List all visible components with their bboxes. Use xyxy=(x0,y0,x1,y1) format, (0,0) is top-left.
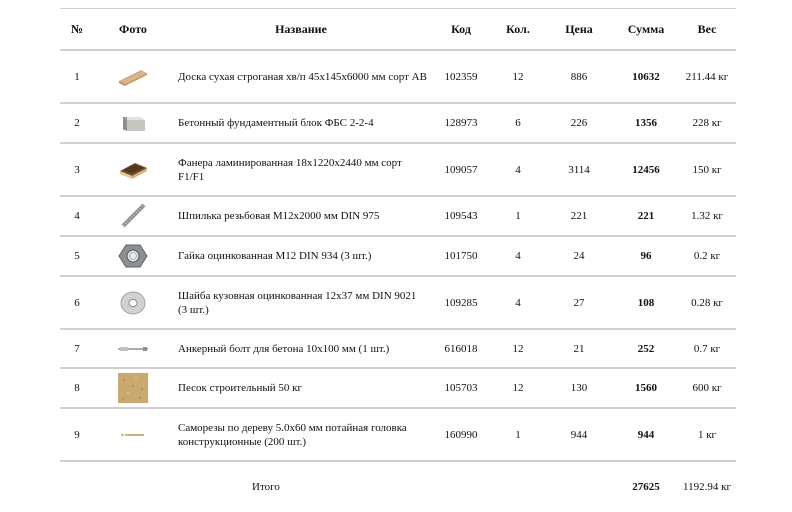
row-photo xyxy=(94,50,172,103)
row-price: 21 xyxy=(544,329,614,368)
row-number: 1 xyxy=(60,50,94,103)
column-header-number: № xyxy=(60,9,94,51)
row-name: Шайба кузовная оцинкованная 12х37 мм DIN 9021 (3 шт.) xyxy=(172,276,430,329)
row-price: 130 xyxy=(544,368,614,408)
concrete-block-icon xyxy=(117,112,149,134)
row-price: 886 xyxy=(544,50,614,103)
row-photo xyxy=(94,103,172,143)
row-photo xyxy=(94,408,172,461)
row-code: 128973 xyxy=(430,103,492,143)
wood-plank-icon xyxy=(117,66,149,88)
column-header-quantity: Кол. xyxy=(492,9,544,51)
row-code: 109285 xyxy=(430,276,492,329)
row-code: 109543 xyxy=(430,196,492,236)
row-quantity: 4 xyxy=(492,276,544,329)
row-price: 944 xyxy=(544,408,614,461)
threaded-rod-icon xyxy=(117,203,149,229)
table-row xyxy=(60,408,736,461)
table-row xyxy=(60,196,736,236)
row-price: 27 xyxy=(544,276,614,329)
row-code: 160990 xyxy=(430,408,492,461)
row-number: 4 xyxy=(60,196,94,236)
row-quantity: 12 xyxy=(492,50,544,103)
row-photo xyxy=(94,196,172,236)
row-name: Анкерный болт для бетона 10х100 мм (1 шт.) xyxy=(172,329,430,368)
row-sum: 10632 xyxy=(614,50,678,103)
row-code: 102359 xyxy=(430,50,492,103)
row-code: 109057 xyxy=(430,143,492,196)
table-row xyxy=(60,103,736,143)
table-row xyxy=(60,276,736,329)
row-weight: 0.28 кг xyxy=(678,276,736,329)
row-quantity: 4 xyxy=(492,236,544,276)
row-price: 24 xyxy=(544,236,614,276)
row-sum: 1356 xyxy=(614,103,678,143)
table-row xyxy=(60,236,736,276)
row-number: 3 xyxy=(60,143,94,196)
order-table-container xyxy=(60,8,736,511)
washer-icon xyxy=(117,290,149,316)
row-code: 105703 xyxy=(430,368,492,408)
row-sum: 12456 xyxy=(614,143,678,196)
column-header-name: Название xyxy=(172,9,430,51)
order-table xyxy=(60,8,736,511)
row-weight: 600 кг xyxy=(678,368,736,408)
hex-nut-icon xyxy=(117,242,149,270)
row-name: Саморезы по дереву 5.0х60 мм потайная головка конструкционные (200 шт.) xyxy=(172,408,430,461)
row-number: 7 xyxy=(60,329,94,368)
row-quantity: 1 xyxy=(492,408,544,461)
row-number: 9 xyxy=(60,408,94,461)
row-name: Фанера ламинированная 18х1220х2440 мм сорт F1/F1 xyxy=(172,143,430,196)
row-code: 616018 xyxy=(430,329,492,368)
row-quantity: 12 xyxy=(492,329,544,368)
row-weight: 211.44 кг xyxy=(678,50,736,103)
row-number: 2 xyxy=(60,103,94,143)
row-weight: 1 кг xyxy=(678,408,736,461)
table-row xyxy=(60,50,736,103)
table-row xyxy=(60,143,736,196)
row-photo xyxy=(94,143,172,196)
column-header-photo: Фото xyxy=(94,9,172,51)
row-name: Бетонный фундаментный блок ФБС 2-2-4 xyxy=(172,103,430,143)
row-sum: 944 xyxy=(614,408,678,461)
row-photo xyxy=(94,236,172,276)
row-name: Доска сухая строганая хв/п 45х145х6000 мм сорт АВ xyxy=(172,50,430,103)
row-photo xyxy=(94,276,172,329)
total-row xyxy=(60,461,736,511)
row-quantity: 4 xyxy=(492,143,544,196)
row-photo xyxy=(94,329,172,368)
row-quantity: 1 xyxy=(492,196,544,236)
total-sum: 27625 xyxy=(632,480,660,493)
row-quantity: 12 xyxy=(492,368,544,408)
total-label: Итого xyxy=(252,480,280,493)
row-number: 5 xyxy=(60,236,94,276)
row-photo xyxy=(94,368,172,408)
row-code: 101750 xyxy=(430,236,492,276)
table-header-row xyxy=(60,9,736,51)
column-header-weight: Вес xyxy=(678,9,736,51)
row-weight: 228 кг xyxy=(678,103,736,143)
row-sum: 96 xyxy=(614,236,678,276)
plywood-icon xyxy=(117,159,149,181)
row-name: Песок строительный 50 кг xyxy=(172,368,430,408)
row-price: 221 xyxy=(544,196,614,236)
wood-screw-icon xyxy=(118,430,148,440)
row-name: Гайка оцинкованная М12 DIN 934 (3 шт.) xyxy=(172,236,430,276)
table-row xyxy=(60,329,736,368)
anchor-bolt-icon xyxy=(116,344,150,354)
row-name: Шпилька резьбовая М12х2000 мм DIN 975 xyxy=(172,196,430,236)
total-weight: 1192.94 кг xyxy=(683,480,731,493)
row-sum: 252 xyxy=(614,329,678,368)
row-price: 226 xyxy=(544,103,614,143)
column-header-price: Цена xyxy=(544,9,614,51)
row-quantity: 6 xyxy=(492,103,544,143)
row-weight: 1.32 кг xyxy=(678,196,736,236)
row-number: 6 xyxy=(60,276,94,329)
column-header-sum: Сумма xyxy=(614,9,678,51)
row-number: 8 xyxy=(60,368,94,408)
sand-icon xyxy=(118,373,148,403)
row-sum: 1560 xyxy=(614,368,678,408)
row-sum: 108 xyxy=(614,276,678,329)
row-weight: 150 кг xyxy=(678,143,736,196)
row-price: 3114 xyxy=(544,143,614,196)
table-row xyxy=(60,368,736,408)
row-weight: 0.2 кг xyxy=(678,236,736,276)
row-weight: 0.7 кг xyxy=(678,329,736,368)
column-header-code: Код xyxy=(430,9,492,51)
row-sum: 221 xyxy=(614,196,678,236)
